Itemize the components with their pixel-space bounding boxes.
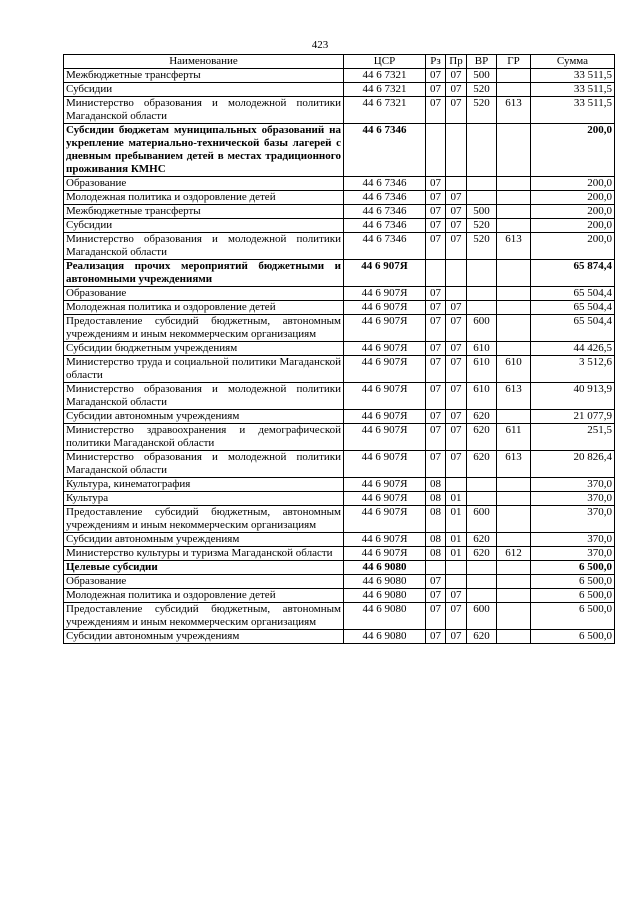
cell-sum: 6 500,0 <box>531 589 615 603</box>
cell-name: Межбюджетные трансферты <box>64 69 344 83</box>
cell-vr <box>467 561 497 575</box>
cell-sum: 370,0 <box>531 506 615 533</box>
cell-sum: 6 500,0 <box>531 575 615 589</box>
table-row <box>64 205 615 219</box>
cell-csr: 44 6 7321 <box>344 97 426 124</box>
cell-gr <box>497 478 531 492</box>
cell-name: Образование <box>64 575 344 589</box>
table-row <box>64 124 615 177</box>
cell-pr: 07 <box>446 451 467 478</box>
cell-csr: 44 6 907Я <box>344 260 426 287</box>
table-row <box>64 492 615 506</box>
cell-name: Культура, кинематография <box>64 478 344 492</box>
cell-csr: 44 6 907Я <box>344 287 426 301</box>
cell-csr: 44 6 7346 <box>344 219 426 233</box>
cell-rz: 08 <box>426 478 446 492</box>
cell-gr: 611 <box>497 424 531 451</box>
cell-gr: 612 <box>497 547 531 561</box>
cell-vr <box>467 301 497 315</box>
cell-gr <box>497 410 531 424</box>
cell-csr: 44 6 9080 <box>344 603 426 630</box>
cell-rz: 07 <box>426 410 446 424</box>
cell-name: Субсидии <box>64 83 344 97</box>
cell-sum: 370,0 <box>531 492 615 506</box>
cell-rz: 07 <box>426 630 446 644</box>
cell-vr <box>467 575 497 589</box>
cell-rz: 07 <box>426 315 446 342</box>
cell-sum: 65 504,4 <box>531 287 615 301</box>
cell-csr: 44 6 907Я <box>344 383 426 410</box>
cell-name: Министерство образования и молодежной политики Магаданской области <box>64 451 344 478</box>
cell-gr <box>497 177 531 191</box>
cell-vr: 520 <box>467 97 497 124</box>
cell-vr: 600 <box>467 315 497 342</box>
cell-csr: 44 6 9080 <box>344 589 426 603</box>
cell-vr: 620 <box>467 424 497 451</box>
table-row <box>64 287 615 301</box>
cell-sum: 251,5 <box>531 424 615 451</box>
cell-rz: 07 <box>426 575 446 589</box>
budget-table <box>63 54 615 644</box>
cell-name: Министерство здравоохранения и демографической политики Магаданской области <box>64 424 344 451</box>
column-header-name: Наименование <box>64 55 344 69</box>
cell-name: Субсидии автономным учреждениям <box>64 533 344 547</box>
column-header-sum: Сумма <box>531 55 615 69</box>
cell-vr: 610 <box>467 342 497 356</box>
table-row <box>64 424 615 451</box>
cell-gr <box>497 492 531 506</box>
cell-pr: 01 <box>446 492 467 506</box>
cell-gr <box>497 301 531 315</box>
cell-sum: 65 504,4 <box>531 315 615 342</box>
cell-sum: 6 500,0 <box>531 603 615 630</box>
cell-gr: 613 <box>497 451 531 478</box>
cell-csr: 44 6 7346 <box>344 233 426 260</box>
cell-gr <box>497 205 531 219</box>
cell-pr <box>446 177 467 191</box>
table-row <box>64 177 615 191</box>
cell-pr: 01 <box>446 506 467 533</box>
cell-name: Предоставление субсидий бюджетным, автономным учреждениям и иным некоммерческим организациям <box>64 506 344 533</box>
cell-sum: 44 426,5 <box>531 342 615 356</box>
cell-name: Субсидии <box>64 219 344 233</box>
cell-pr: 07 <box>446 589 467 603</box>
cell-rz: 08 <box>426 492 446 506</box>
cell-rz <box>426 260 446 287</box>
table-header-row <box>64 55 615 69</box>
table-row <box>64 589 615 603</box>
cell-pr <box>446 287 467 301</box>
cell-gr <box>497 506 531 533</box>
cell-gr <box>497 603 531 630</box>
cell-rz: 08 <box>426 547 446 561</box>
cell-rz: 07 <box>426 233 446 260</box>
cell-sum: 200,0 <box>531 219 615 233</box>
cell-sum: 200,0 <box>531 124 615 177</box>
cell-gr <box>497 315 531 342</box>
cell-name: Реализация прочих мероприятий бюджетными и автономными учреждениями <box>64 260 344 287</box>
table-row <box>64 356 615 383</box>
cell-rz: 07 <box>426 356 446 383</box>
cell-csr: 44 6 7346 <box>344 124 426 177</box>
cell-pr: 07 <box>446 356 467 383</box>
cell-sum: 200,0 <box>531 177 615 191</box>
cell-vr <box>467 260 497 287</box>
cell-pr: 07 <box>446 83 467 97</box>
cell-name: Предоставление субсидий бюджетным, автономным учреждениям и иным некоммерческим организациям <box>64 603 344 630</box>
cell-vr <box>467 478 497 492</box>
column-header-rz: Рз <box>426 55 446 69</box>
cell-vr: 610 <box>467 383 497 410</box>
cell-name: Субсидии автономным учреждениям <box>64 630 344 644</box>
cell-vr: 620 <box>467 410 497 424</box>
cell-csr: 44 6 907Я <box>344 547 426 561</box>
table-row <box>64 383 615 410</box>
cell-vr <box>467 492 497 506</box>
cell-rz: 07 <box>426 219 446 233</box>
table-row <box>64 83 615 97</box>
page-number: 423 <box>311 39 329 51</box>
cell-gr <box>497 69 531 83</box>
cell-rz: 07 <box>426 97 446 124</box>
cell-sum: 33 511,5 <box>531 83 615 97</box>
cell-gr <box>497 287 531 301</box>
cell-rz: 07 <box>426 603 446 630</box>
cell-sum: 200,0 <box>531 205 615 219</box>
cell-rz: 07 <box>426 287 446 301</box>
table-row <box>64 630 615 644</box>
cell-rz: 07 <box>426 383 446 410</box>
cell-pr <box>446 478 467 492</box>
cell-sum: 20 826,4 <box>531 451 615 478</box>
cell-csr: 44 6 907Я <box>344 533 426 547</box>
cell-sum: 200,0 <box>531 191 615 205</box>
cell-vr <box>467 124 497 177</box>
cell-pr: 07 <box>446 97 467 124</box>
cell-rz: 07 <box>426 424 446 451</box>
cell-gr <box>497 124 531 177</box>
cell-name: Культура <box>64 492 344 506</box>
column-header-gr: ГР <box>497 55 531 69</box>
cell-name: Предоставление субсидий бюджетным, автономным учреждениям и иным некоммерческим организациям <box>64 315 344 342</box>
table-row <box>64 260 615 287</box>
cell-vr: 500 <box>467 205 497 219</box>
cell-name: Субсидии бюджетным учреждениям <box>64 342 344 356</box>
cell-gr: 613 <box>497 233 531 260</box>
table-row <box>64 547 615 561</box>
cell-sum: 40 913,9 <box>531 383 615 410</box>
cell-gr <box>497 83 531 97</box>
table-row <box>64 233 615 260</box>
cell-name: Министерство труда и социальной политики Магаданской области <box>64 356 344 383</box>
cell-sum: 65 874,4 <box>531 260 615 287</box>
cell-name: Молодежная политика и оздоровление детей <box>64 191 344 205</box>
cell-sum: 65 504,4 <box>531 301 615 315</box>
cell-gr <box>497 342 531 356</box>
cell-pr: 07 <box>446 342 467 356</box>
cell-pr: 01 <box>446 533 467 547</box>
cell-rz: 08 <box>426 506 446 533</box>
cell-pr <box>446 260 467 287</box>
cell-sum: 370,0 <box>531 547 615 561</box>
cell-csr: 44 6 7346 <box>344 177 426 191</box>
cell-vr <box>467 589 497 603</box>
table-row <box>64 451 615 478</box>
cell-rz <box>426 124 446 177</box>
table-row <box>64 410 615 424</box>
cell-gr <box>497 630 531 644</box>
cell-sum: 3 512,6 <box>531 356 615 383</box>
cell-name: Министерство культуры и туризма Магаданской области <box>64 547 344 561</box>
cell-vr <box>467 177 497 191</box>
cell-rz: 07 <box>426 301 446 315</box>
cell-vr: 520 <box>467 219 497 233</box>
cell-rz: 07 <box>426 83 446 97</box>
table-row <box>64 342 615 356</box>
cell-rz: 07 <box>426 342 446 356</box>
cell-gr <box>497 575 531 589</box>
cell-vr: 600 <box>467 506 497 533</box>
table-row <box>64 219 615 233</box>
table-row <box>64 301 615 315</box>
cell-name: Министерство образования и молодежной политики Магаданской области <box>64 233 344 260</box>
cell-csr: 44 6 7321 <box>344 83 426 97</box>
cell-vr: 520 <box>467 83 497 97</box>
cell-pr: 07 <box>446 383 467 410</box>
cell-pr: 07 <box>446 205 467 219</box>
cell-pr: 07 <box>446 630 467 644</box>
cell-vr: 600 <box>467 603 497 630</box>
table-row <box>64 191 615 205</box>
cell-rz: 07 <box>426 451 446 478</box>
cell-csr: 44 6 907Я <box>344 301 426 315</box>
cell-vr: 620 <box>467 451 497 478</box>
cell-gr <box>497 561 531 575</box>
cell-gr: 613 <box>497 97 531 124</box>
cell-csr: 44 6 907Я <box>344 315 426 342</box>
table-row <box>64 575 615 589</box>
cell-csr: 44 6 9080 <box>344 561 426 575</box>
cell-vr: 620 <box>467 630 497 644</box>
column-header-csr: ЦСР <box>344 55 426 69</box>
cell-gr <box>497 191 531 205</box>
cell-name: Субсидии бюджетам муниципальных образований на укрепление материально-технической базы лагерей с дневным пребыванием детей в местах традиционного проживания КМНС <box>64 124 344 177</box>
cell-gr <box>497 533 531 547</box>
table-row <box>64 315 615 342</box>
cell-name: Молодежная политика и оздоровление детей <box>64 301 344 315</box>
cell-csr: 44 6 907Я <box>344 478 426 492</box>
cell-pr: 07 <box>446 191 467 205</box>
column-header-pr: Пр <box>446 55 467 69</box>
cell-pr: 07 <box>446 69 467 83</box>
cell-name: Образование <box>64 287 344 301</box>
cell-csr: 44 6 9080 <box>344 575 426 589</box>
cell-vr: 520 <box>467 233 497 260</box>
cell-sum: 200,0 <box>531 233 615 260</box>
cell-name: Целевые субсидии <box>64 561 344 575</box>
cell-rz: 08 <box>426 533 446 547</box>
cell-rz: 07 <box>426 177 446 191</box>
cell-csr: 44 6 7346 <box>344 191 426 205</box>
cell-pr: 07 <box>446 315 467 342</box>
cell-csr: 44 6 907Я <box>344 492 426 506</box>
cell-csr: 44 6 9080 <box>344 630 426 644</box>
cell-pr <box>446 561 467 575</box>
cell-name: Молодежная политика и оздоровление детей <box>64 589 344 603</box>
cell-rz: 07 <box>426 589 446 603</box>
cell-gr <box>497 589 531 603</box>
cell-name: Субсидии автономным учреждениям <box>64 410 344 424</box>
cell-csr: 44 6 907Я <box>344 342 426 356</box>
cell-pr <box>446 124 467 177</box>
cell-name: Межбюджетные трансферты <box>64 205 344 219</box>
cell-pr: 01 <box>446 547 467 561</box>
cell-pr: 07 <box>446 603 467 630</box>
cell-sum: 6 500,0 <box>531 561 615 575</box>
cell-vr: 610 <box>467 356 497 383</box>
cell-gr: 613 <box>497 383 531 410</box>
cell-vr <box>467 287 497 301</box>
cell-sum: 6 500,0 <box>531 630 615 644</box>
cell-sum: 33 511,5 <box>531 97 615 124</box>
cell-name: Образование <box>64 177 344 191</box>
cell-sum: 33 511,5 <box>531 69 615 83</box>
table-row <box>64 561 615 575</box>
cell-sum: 370,0 <box>531 533 615 547</box>
cell-pr <box>446 575 467 589</box>
cell-rz <box>426 561 446 575</box>
cell-pr: 07 <box>446 424 467 451</box>
table-row <box>64 533 615 547</box>
cell-csr: 44 6 907Я <box>344 356 426 383</box>
cell-csr: 44 6 907Я <box>344 451 426 478</box>
cell-rz: 07 <box>426 69 446 83</box>
cell-sum: 370,0 <box>531 478 615 492</box>
cell-name: Министерство образования и молодежной политики Магаданской области <box>64 383 344 410</box>
cell-pr: 07 <box>446 233 467 260</box>
table-row <box>64 603 615 630</box>
cell-rz: 07 <box>426 191 446 205</box>
cell-pr: 07 <box>446 219 467 233</box>
table-row <box>64 97 615 124</box>
column-header-vr: ВР <box>467 55 497 69</box>
cell-csr: 44 6 907Я <box>344 424 426 451</box>
table-row <box>64 69 615 83</box>
cell-vr: 620 <box>467 533 497 547</box>
cell-sum: 21 077,9 <box>531 410 615 424</box>
cell-vr: 620 <box>467 547 497 561</box>
cell-csr: 44 6 7321 <box>344 69 426 83</box>
table-row <box>64 506 615 533</box>
cell-rz: 07 <box>426 205 446 219</box>
cell-gr <box>497 219 531 233</box>
cell-gr: 610 <box>497 356 531 383</box>
cell-vr <box>467 191 497 205</box>
cell-csr: 44 6 907Я <box>344 506 426 533</box>
cell-csr: 44 6 907Я <box>344 410 426 424</box>
cell-vr: 500 <box>467 69 497 83</box>
table-row <box>64 478 615 492</box>
cell-name: Министерство образования и молодежной политики Магаданской области <box>64 97 344 124</box>
cell-pr: 07 <box>446 410 467 424</box>
cell-csr: 44 6 7346 <box>344 205 426 219</box>
cell-pr: 07 <box>446 301 467 315</box>
cell-gr <box>497 260 531 287</box>
